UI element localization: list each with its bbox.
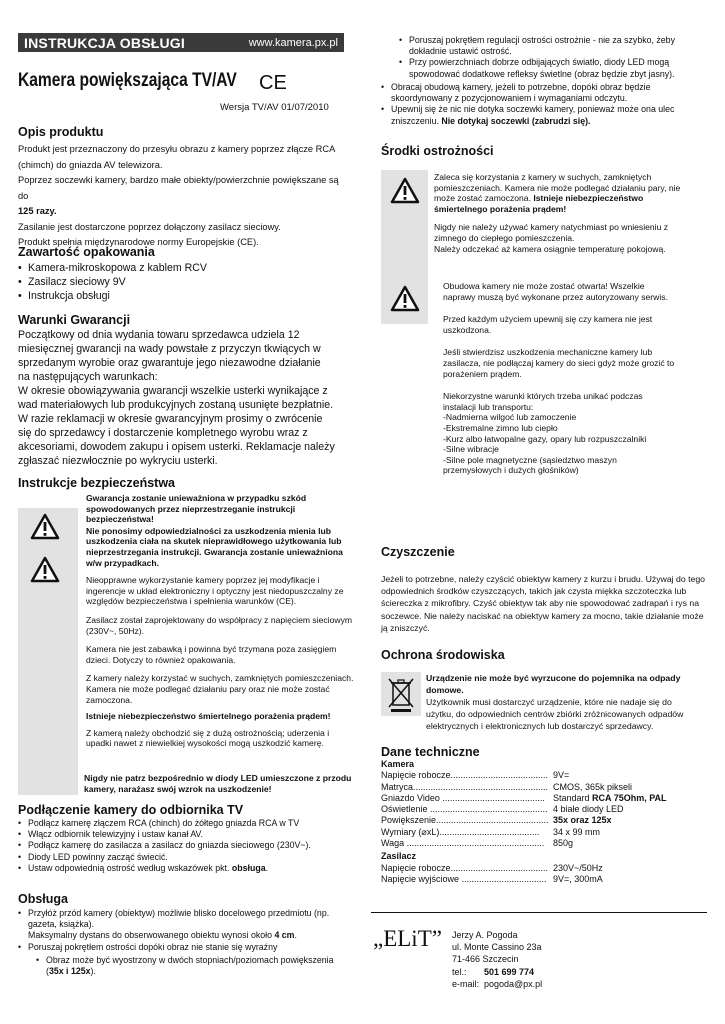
version-label: Wersja TV/AV 01/07/2010 — [220, 102, 329, 113]
list-item-text: Maksymalny dystans do obserwowanego obiektu wynosi około — [28, 930, 272, 941]
spec-value: 230V~/50Hz — [553, 862, 603, 873]
opis-line: (chimch) do gniazda AV telewizora. — [18, 159, 163, 170]
spec-value: 850g — [553, 838, 574, 849]
safety-shock-warning: Istnieje niebezpieczeństwo śmiertelnego porażenia prądem! — [86, 711, 331, 722]
contact-email-label: e-mail: — [452, 978, 480, 989]
opis-line: 125 razy. — [18, 206, 57, 216]
crossed-bin-icon — [386, 675, 416, 713]
specs-table — [381, 759, 681, 885]
safety-paragraph: Kamera nie jest zabawką i powinna być trzymana poza zasięgiem dzieci. Dotyczy to również opakowania. — [86, 644, 337, 665]
ochrona-text — [426, 672, 696, 732]
list-item: • Obraz może być wyostrzony w dwóch stopniach/poziomach powiększenia (35x i 125x). — [36, 955, 346, 977]
obsluga-continued-list — [399, 35, 699, 80]
opis-line: Poprzez soczewki kamery, bardzo małe obiekty/powierzchnie powiększane są do — [18, 175, 339, 201]
gwarancja-line: się do sprzedawcy i dostarczenie kompletnego wyrobu wraz z — [18, 427, 308, 439]
gwarancja-line: miesięcznej gwarancji na wady powstałe z przyczyn tkwiących w — [18, 343, 321, 355]
srodki-paragraph: Nigdy nie należy używać kamery natychmiast po wniesieniu z zimnego do ciepłego pomieszczenia. — [434, 222, 669, 243]
gwarancja-line: na następujących warunkach: — [18, 371, 158, 383]
list-item-text: Upewnij się że nic nie dotyka soczewki kamery, ponieważ może ona ulec zniszczeniu. — [391, 104, 675, 126]
gwarancja-line: zgłaszać niezwłocznie po wykryciu usterki. — [18, 455, 218, 467]
spec-key: Oświetlenie ............................................... — [381, 804, 548, 815]
specs-group-label: Zasilacz — [381, 851, 417, 862]
czyszczenie-text: Jeżeli to potrzebne, należy czyścić obiektyw kamery z kurzu i brudu. Używaj do tego odpowiednich środków czyszczących, takich jak czysta miękka szczoteczka lub ściereczka z mikrofibry. Czyść obiektyw tak aby nie spowodować zadrapań i rys na soczewce. Nie należy naciskać na obiektyw kamery za mocno, takie działanie może ją zniszczyć. — [381, 574, 705, 633]
srodki-list-item: -Nadmierna wilgoć lub zamoczenie — [443, 412, 577, 423]
header-bar — [18, 33, 344, 52]
list-item: • Podłącz kamerę złączem RCA (chinch) do żółtego gniazda RCA w TV — [18, 818, 353, 829]
list-item-bold: 4 cm — [274, 930, 295, 941]
spec-key: Powiększenie............................................. — [381, 815, 549, 826]
obsluga-list — [18, 908, 348, 953]
section-heading-gwarancja: Warunki Gwarancji — [18, 313, 131, 327]
gwarancja-line: wad materiałowych lub produkcyjnych zostaną usunięte bezpłatnie. — [18, 399, 334, 411]
obsluga-continued-list-2 — [381, 82, 706, 127]
section-heading-srodki: Środki ostrożności — [381, 144, 494, 158]
list-item-text: Przyłóż przód kamery (obiektyw) możliwie blisko docelowego przedmiotu (np. gazeta, książka). — [28, 908, 330, 930]
list-item: • Włącz odbiornik telewizyjny i ustaw kanał AV. — [18, 829, 353, 840]
srodki-list-item: -Ekstremalne zimno lub ciepło — [443, 422, 558, 433]
list-item: • Przy powierzchniach dobrze odbijających światło, diody LED mogą spowodować dodatkowe refleksy świetlne (obraz będzie zbyt jasny). — [399, 57, 699, 79]
spec-key: Napięcie robocze....................................... — [381, 862, 549, 873]
safety-paragraph: Nieopprawne wykorzystanie kamery poprzez jej modyfikacje i ingerencje w układ elektroniczny i optyczny jest niedopuszczalny ze względów bezpieczeństwa i spełnienia warunków (CE). — [86, 575, 344, 607]
ochrona-paragraph: Użytkownik musi dostarczyć urządzenie, które nie nadaje się do użytku, do odpowiednich centrów zbiórki zróżnicowanych odpadów elektrycznych i elektronicznych lub dostarczyć sprzedawcy. — [426, 697, 684, 731]
spec-row — [381, 815, 681, 826]
spec-value: 34 x 99 mm — [553, 826, 601, 837]
list-item: • Poruszaj pokrętłem ostrości dopóki obraz nie stanie się wyraźny — [18, 942, 348, 953]
contact-block — [452, 929, 542, 990]
list-item: • Przyłóż przód kamery (obiektyw) możliwie blisko docelowego przedmiotu (np. gazeta, książka). Maksymalny dystans do obserwowanego obiektu wynosi około 4 cm. — [18, 908, 348, 942]
safety-liability-note: Nie ponosimy odpowiedzialności za uszkodzenia mienia lub uszkodzenia ciała na skutek nieprawidłowego użytkowania lub nieprzestrzegania instrukcji. Gwarancja zostanie unieważniona w/w przypadkach. — [86, 525, 343, 568]
spec-key: Gniazdo Video ......................................... — [381, 792, 545, 803]
warning-triangle-icon — [30, 556, 60, 583]
ochrona-bold: Urządzenie nie może być wyrzucone do pojemnika na odpady domowe. — [426, 673, 681, 695]
elit-logo: „ELiT” — [373, 926, 442, 951]
safety-text — [86, 493, 356, 757]
opis-line: Produkt jest przeznaczony do przesyłu obrazu z kamery poprzez złącze RCA — [18, 144, 336, 154]
warning-triangle-icon — [390, 285, 420, 312]
ce-mark-icon — [259, 72, 289, 92]
spec-value-bold: RCA 75Ohm, PAL — [592, 792, 667, 803]
list-item-bold: 35x i 125x — [48, 966, 91, 977]
spec-value: 9V= — [553, 770, 570, 781]
spec-row — [381, 804, 681, 815]
website-url: www.kamera.px.pl — [248, 36, 338, 49]
section-heading-podlaczenie: Podłączenie kamery do odbiornika TV — [18, 803, 244, 817]
srodki-text-2 — [443, 281, 675, 476]
contact-phone-row — [452, 966, 542, 978]
section-heading-obsluga: Obsługa — [18, 892, 69, 906]
obsluga-sublist — [36, 955, 346, 977]
gwarancja-line: sprzedanym wyrobie oraz gwarantuje jego niezawodne działanie — [18, 357, 321, 369]
gwarancja-line: W razie reklamacji w okresie gwarancyjnym prosimy o zwrócenie — [18, 413, 323, 425]
srodki-paragraph: Należy odczekać aż kamera osiągnie temperaturę pokojową. — [434, 243, 666, 254]
safety-warranty-note: Gwarancja zostanie unieważniona w przypadku szkód spowodowanych przez nieprzestrzeganie instrukcji bezpieczeństwa! — [86, 493, 307, 525]
list-item — [381, 104, 706, 126]
contact-street: ul. Monte Cassino 23a — [452, 942, 542, 953]
warning-triangle-icon — [30, 513, 60, 540]
spec-value-bold: 35x oraz 125x — [553, 815, 612, 826]
contact-phone-label: tel.: — [452, 966, 467, 977]
srodki-list-item: -Silne wibracje — [443, 444, 499, 455]
srodki-paragraph: Obudowa kamery nie może zostać otwarta! Wszelkie naprawy muszą być wykonane przez autoryzowany serwis. — [443, 281, 668, 302]
srodki-paragraph: Niekorzystne warunki których trzeba unikać podczas instalacji lub transportu: — [443, 391, 643, 412]
spec-row — [381, 793, 681, 804]
spec-key: Wymiary (⌀xL)........................................ — [381, 826, 540, 837]
spec-key: Waga ....................................................... — [381, 838, 545, 849]
list-item: • Ustaw odpowiednią ostrość według wskazówek pkt. obsługa. — [18, 863, 353, 874]
specs-group-label: Kamera — [381, 759, 415, 769]
section-heading-opis: Opis produktu — [18, 125, 104, 139]
list-item: • Zasilacz sieciowy 9V — [18, 275, 207, 289]
podlaczenie-list — [18, 818, 353, 874]
list-item: • Diody LED powinny zacząć świecić. — [18, 852, 353, 863]
spec-value: CMOS, 365k pikseli — [553, 781, 633, 792]
zawartosc-list — [18, 261, 207, 303]
spec-key: Napięcie wyjściowe .................................. — [381, 873, 547, 884]
product-title: Kamera powiększająca TV/AV — [18, 70, 237, 91]
safety-paragraph: Z kamery należy korzystać w suchych, zamkniętych pomieszczeniach. Kamera nie może podlegać działaniu pary oraz nie może zostać zamoczona. — [86, 673, 354, 705]
list-item-bold: Nie dotykaj soczewki (zabrudzi się). — [441, 115, 591, 126]
list-item: • Obracaj obudową kamery, jeżeli to potrzebne, dopóki obraz będzie skoordynowany z pozycjonowaniem i wymaganiami odczytu. — [381, 82, 706, 104]
srodki-list-item: -Silne pole magnetyczne (sąsiedztwo maszyn przemysłowych i dużych głośników) — [443, 454, 617, 476]
opis-line: Zasilanie jest dostarczone poprzez dołączony zasilacz sieciowy. — [18, 221, 281, 232]
contact-email[interactable]: pogoda@px.pl — [484, 978, 543, 989]
section-heading-ochrona: Ochrona środowiska — [381, 648, 505, 662]
list-item: • Instrukcja obsługi — [18, 289, 207, 303]
spec-row — [381, 827, 681, 838]
list-item: • Kamera-mikroskopowa z kablem RCV — [18, 261, 207, 275]
section-heading-czyszczenie: Czyszczenie — [381, 545, 455, 559]
srodki-text-1 — [434, 172, 684, 262]
led-warning: Nigdy nie patrz bezpośrednio w diody LED umieszczone z przodu kamery, narażasz swój wzrok na uszkodzenie! — [84, 773, 352, 794]
gwarancja-line: Początkowy od dnia wydania towaru sprzedawca udziela 12 — [18, 329, 300, 341]
section-heading-dane: Dane techniczne — [381, 745, 480, 759]
footer-divider — [371, 912, 707, 913]
opis-line: Produkt spełnia międzynarodowe normy Europejskie (CE). — [18, 237, 259, 247]
contact-email-row — [452, 978, 542, 990]
gwarancja-line: W okresie obowiązywania gwarancji wszelkie usterki wynikające z — [18, 385, 328, 397]
opis-text — [18, 142, 348, 251]
spec-row — [381, 863, 681, 874]
srodki-paragraph: Przed każdym użyciem upewnij się czy kamera nie jest uszkodzona. — [443, 314, 653, 335]
contact-name: Jerzy A. Pogoda — [452, 930, 518, 940]
section-heading-bezpieczenstwo: Instrukcje bezpieczeństwa — [18, 476, 176, 490]
list-item: • Podłącz kamerę do zasilacza a zasilacz do gniazda sieciowego (230V~). — [18, 840, 353, 851]
srodki-paragraph: Zaleca się korzystania z kamery w suchych, zamkniętych pomieszczeniach. Kamera nie może podlegać działaniu pary, nie może zostać zamoczona. — [434, 172, 681, 204]
section-heading-zawartosc: Zawartość opakowania — [18, 245, 155, 259]
list-item-bold: obsługa — [231, 862, 266, 873]
list-item: • Poruszaj pokrętłem regulacji ostrości ostrożnie - nie za szybko, żeby dokładnie ustawić ostrość. — [399, 35, 699, 57]
safety-paragraph: Z kamerą należy obchodzić się z dużą ostrożnością; uderzenia i upadki nawet z niewielkiej wysokości mogą uszkodzić kamerę. — [86, 727, 330, 749]
srodki-list-item: -Kurz albo łatwopalne gazy, opary lub rozpuszczalniki — [443, 433, 647, 444]
contact-city: 71-466 Szczecin — [452, 954, 519, 965]
srodki-shock-warning: Istnieje niebezpieczeństwo śmiertelnego porażenia prądem! — [434, 193, 644, 214]
spec-row — [381, 782, 681, 793]
spec-row — [381, 770, 681, 781]
spec-value: 9V=, 300mA — [553, 873, 603, 884]
srodki-paragraph: Jeśli stwierdzisz uszkodzenia mechaniczne kamery lub zasilacza, nie podłączaj kamery do sieci gdyż może grozić to porażeniem prądem. — [443, 347, 675, 379]
spec-key: Napięcie robocze....................................... — [381, 770, 549, 781]
spec-row — [381, 874, 681, 885]
gwarancja-text — [18, 328, 358, 468]
spec-value: 4 białe diody LED — [553, 804, 624, 815]
safety-paragraph: Zasilacz został zaprojektowany do współpracy z napięciem sieciowym (230V~, 50Hz). — [86, 614, 353, 636]
svg-text:CE: CE — [259, 72, 287, 92]
spec-value-text: Standard — [553, 792, 593, 803]
list-item-text: Ustaw odpowiednią ostrość według wskazówek pkt. — [28, 862, 230, 873]
gwarancja-line: akcesoriami, dowodem zakupu i opisem usterki. Reklamacje należy — [18, 441, 335, 453]
spec-value — [553, 793, 667, 804]
list-item-text: Obraz może być wyostrzony w dwóch stopniach/poziomach powiększenia — [46, 955, 334, 965]
warning-triangle-icon — [390, 177, 420, 204]
warning-sidebar — [18, 508, 78, 795]
document-title: INSTRUKCJA OBSŁUGI — [24, 34, 185, 51]
spec-value — [553, 815, 612, 826]
contact-phone: 501 699 774 — [484, 966, 535, 977]
spec-key: Matryca...................................................... — [381, 781, 549, 792]
spec-row — [381, 838, 681, 849]
